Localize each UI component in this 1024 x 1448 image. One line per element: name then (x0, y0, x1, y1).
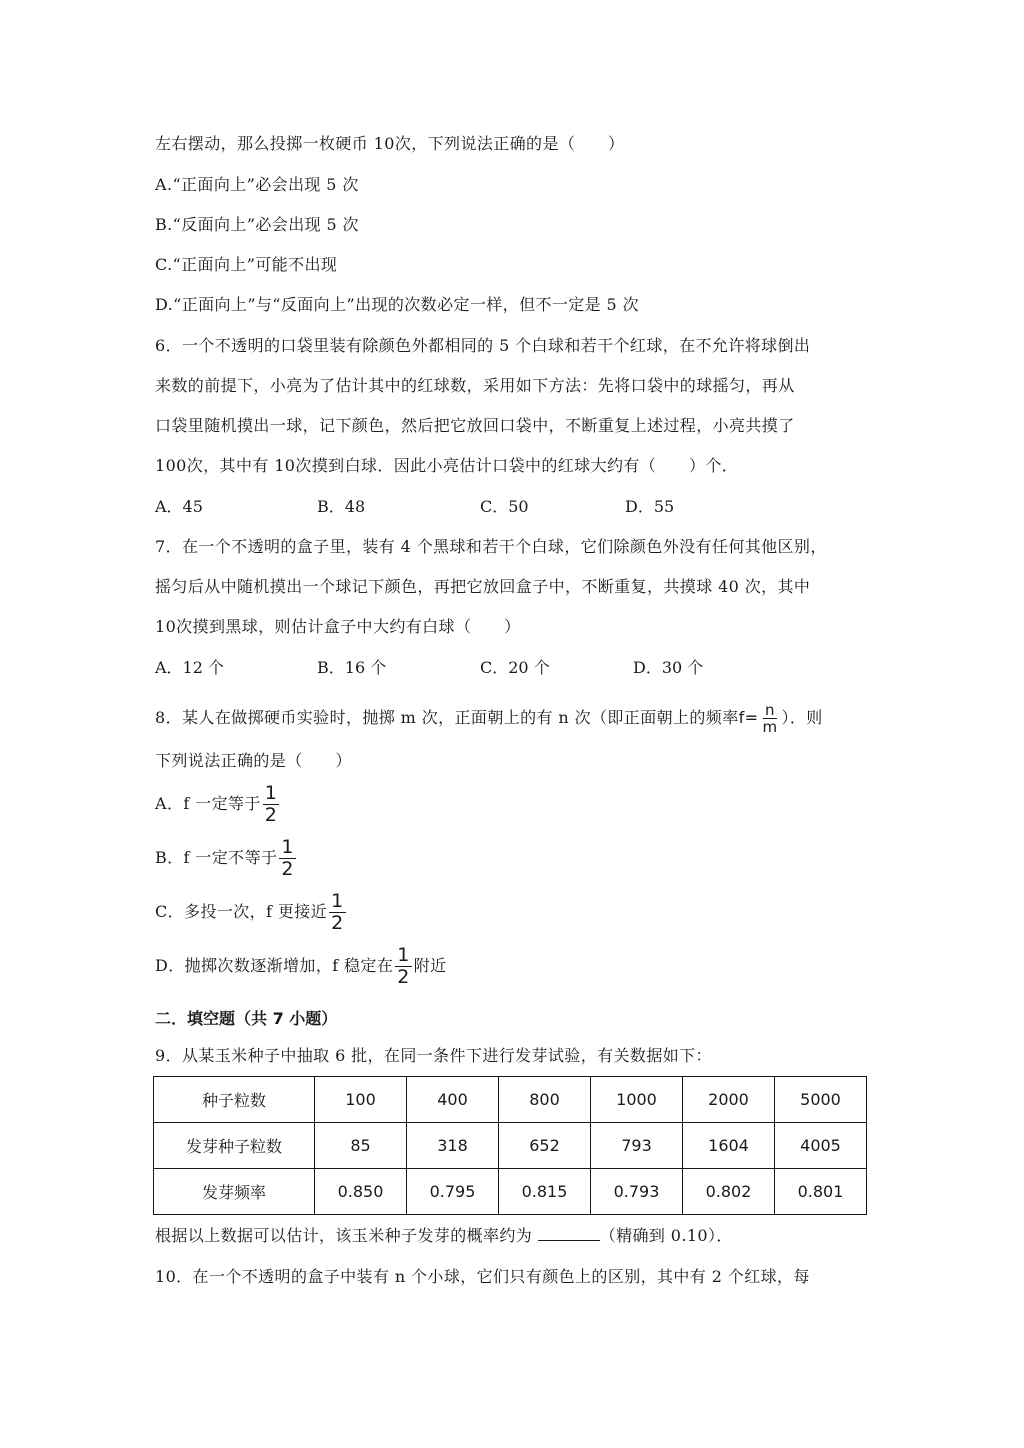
table-cell: 1000 (591, 1077, 683, 1123)
q8-line-1-end: ）．则 (781, 708, 823, 727)
q8-line-1 (155, 702, 823, 735)
q8-option-b (155, 837, 298, 880)
q8-option-a-text: A．f 一定等于 (155, 794, 261, 813)
half-fraction (279, 837, 296, 880)
fraction-denominator: 2 (397, 966, 410, 988)
q8-option-d-end: 附近 (413, 956, 447, 975)
q6-option-a: A．45 (155, 497, 203, 516)
half-fraction (329, 891, 346, 934)
q10-line-1: 10．在一个不透明的盒子中装有 n 个小球，它们只有颜色上的区别，其中有 2 个红球，每 (155, 1267, 810, 1286)
q9-question-text: 根据以上数据可以估计，该玉米种子发芽的概率约为 (155, 1226, 538, 1245)
table-cell: 5000 (775, 1077, 867, 1123)
q6-option-c: C．50 (480, 497, 529, 516)
fraction-numerator: 1 (331, 890, 344, 912)
q5-option-d: D.“正面向上”与“反面向上”出现的次数必定一样，但不一定是 5 次 (155, 295, 640, 314)
table-cell: 0.802 (683, 1169, 775, 1215)
half-fraction (395, 945, 412, 988)
q7-option-c: C．20 个 (480, 658, 550, 677)
formula-denominator: m (762, 718, 778, 736)
table-cell: 100 (315, 1077, 407, 1123)
q5-option-b: B.“反面向上”必会出现 5 次 (155, 215, 359, 234)
formula-f-equals: f= (738, 708, 759, 727)
q8-line-1-text: 8．某人在做掷硬币实验时，抛掷 m 次，正面朝上的有 n 次（即正面朝上的频率 (155, 708, 739, 727)
q5-option-c: C.“正面向上”可能不出现 (155, 255, 338, 274)
table-row (154, 1169, 867, 1215)
table-cell: 85 (315, 1123, 407, 1169)
q5-stem-continuation: 左右摆动，那么投掷一枚硬币 10次，下列说法正确的是（ ） (155, 134, 625, 153)
q7-option-a: A．12 个 (155, 658, 225, 677)
table-cell: 800 (499, 1077, 591, 1123)
fraction-denominator: 2 (331, 912, 344, 934)
q8-option-a (155, 783, 281, 826)
table-cell: 2000 (683, 1077, 775, 1123)
table-cell: 1604 (683, 1123, 775, 1169)
frequency-formula (738, 701, 782, 736)
table-cell: 318 (407, 1123, 499, 1169)
q8-option-c-text: C．多投一次，f 更接近 (155, 902, 328, 921)
q9-intro: 9．从某玉米种子中抽取 6 批，在同一条件下进行发芽试验，有关数据如下： (155, 1046, 712, 1065)
q7-option-b: B．16 个 (317, 658, 387, 677)
half-fraction (263, 783, 280, 826)
table-cell: 0.801 (775, 1169, 867, 1215)
q9-question (155, 1226, 733, 1246)
table-cell: 0.795 (407, 1169, 499, 1215)
table-cell: 4005 (775, 1123, 867, 1169)
q7-option-d: D．30 个 (633, 658, 704, 677)
table-cell: 0.815 (499, 1169, 591, 1215)
q8-option-d (155, 945, 447, 988)
q6-option-b: B．48 (317, 497, 366, 516)
fraction-numerator: 1 (264, 782, 278, 804)
q8-line-2: 下列说法正确的是（ ） (155, 751, 352, 770)
table-row (154, 1077, 867, 1123)
germination-data-table (153, 1076, 867, 1215)
table-cell: 793 (591, 1123, 683, 1169)
formula-fraction (760, 702, 779, 735)
q6-line-4: 100次，其中有 10次摸到白球．因此小亮估计口袋中的红球大约有（ ）个． (155, 456, 739, 475)
table-cell: 0.850 (315, 1169, 407, 1215)
q6-line-3: 口袋里随机摸出一球，记下颜色，然后把它放回口袋中，不断重复上述过程，小亮共摸了 (155, 416, 795, 435)
row-header: 发芽种子粒数 (154, 1123, 315, 1169)
q8-option-d-text: D．抛掷次数逐渐增加，f 稳定在 (155, 956, 394, 975)
row-header: 发芽频率 (154, 1169, 315, 1215)
table-cell: 652 (499, 1123, 591, 1169)
q6-line-1: 6．一个不透明的口袋里装有除颜色外都相同的 5 个白球和若干个红球，在不允许将球倒出 (155, 336, 811, 355)
q6-line-2: 来数的前提下，小亮为了估计其中的红球数，采用如下方法：先将口袋中的球摇匀，再从 (155, 376, 795, 395)
fraction-numerator: 1 (397, 944, 410, 966)
q7-line-3: 10次摸到黑球，则估计盒子中大约有白球（ ） (155, 617, 521, 636)
q8-option-b-text: B．f 一定不等于 (155, 848, 278, 867)
q6-option-d: D．55 (625, 497, 675, 516)
fraction-denominator: 2 (264, 804, 278, 826)
row-header: 种子粒数 (154, 1077, 315, 1123)
q8-option-c (155, 891, 348, 934)
q7-line-1: 7．在一个不透明的盒子里，装有 4 个黑球和若干个白球，它们除颜色外没有任何其他区别， (155, 537, 827, 556)
table-cell: 400 (407, 1077, 499, 1123)
q9-question-end: （精确到 0.10）． (599, 1226, 733, 1245)
table-row (154, 1123, 867, 1169)
section-heading-fill-in: 二．填空题（共 7 小题） (155, 1009, 338, 1028)
answer-blank[interactable] (538, 1226, 600, 1241)
q7-line-2: 摇匀后从中随机摸出一个球记下颜色，再把它放回盒子中，不断重复，共摸球 40 次，其中 (155, 577, 811, 596)
formula-numerator: n (765, 701, 775, 719)
fraction-denominator: 2 (281, 858, 294, 880)
q5-option-a: A.“正面向上”必会出现 5 次 (155, 175, 359, 194)
fraction-numerator: 1 (281, 836, 294, 858)
table-cell: 0.793 (591, 1169, 683, 1215)
